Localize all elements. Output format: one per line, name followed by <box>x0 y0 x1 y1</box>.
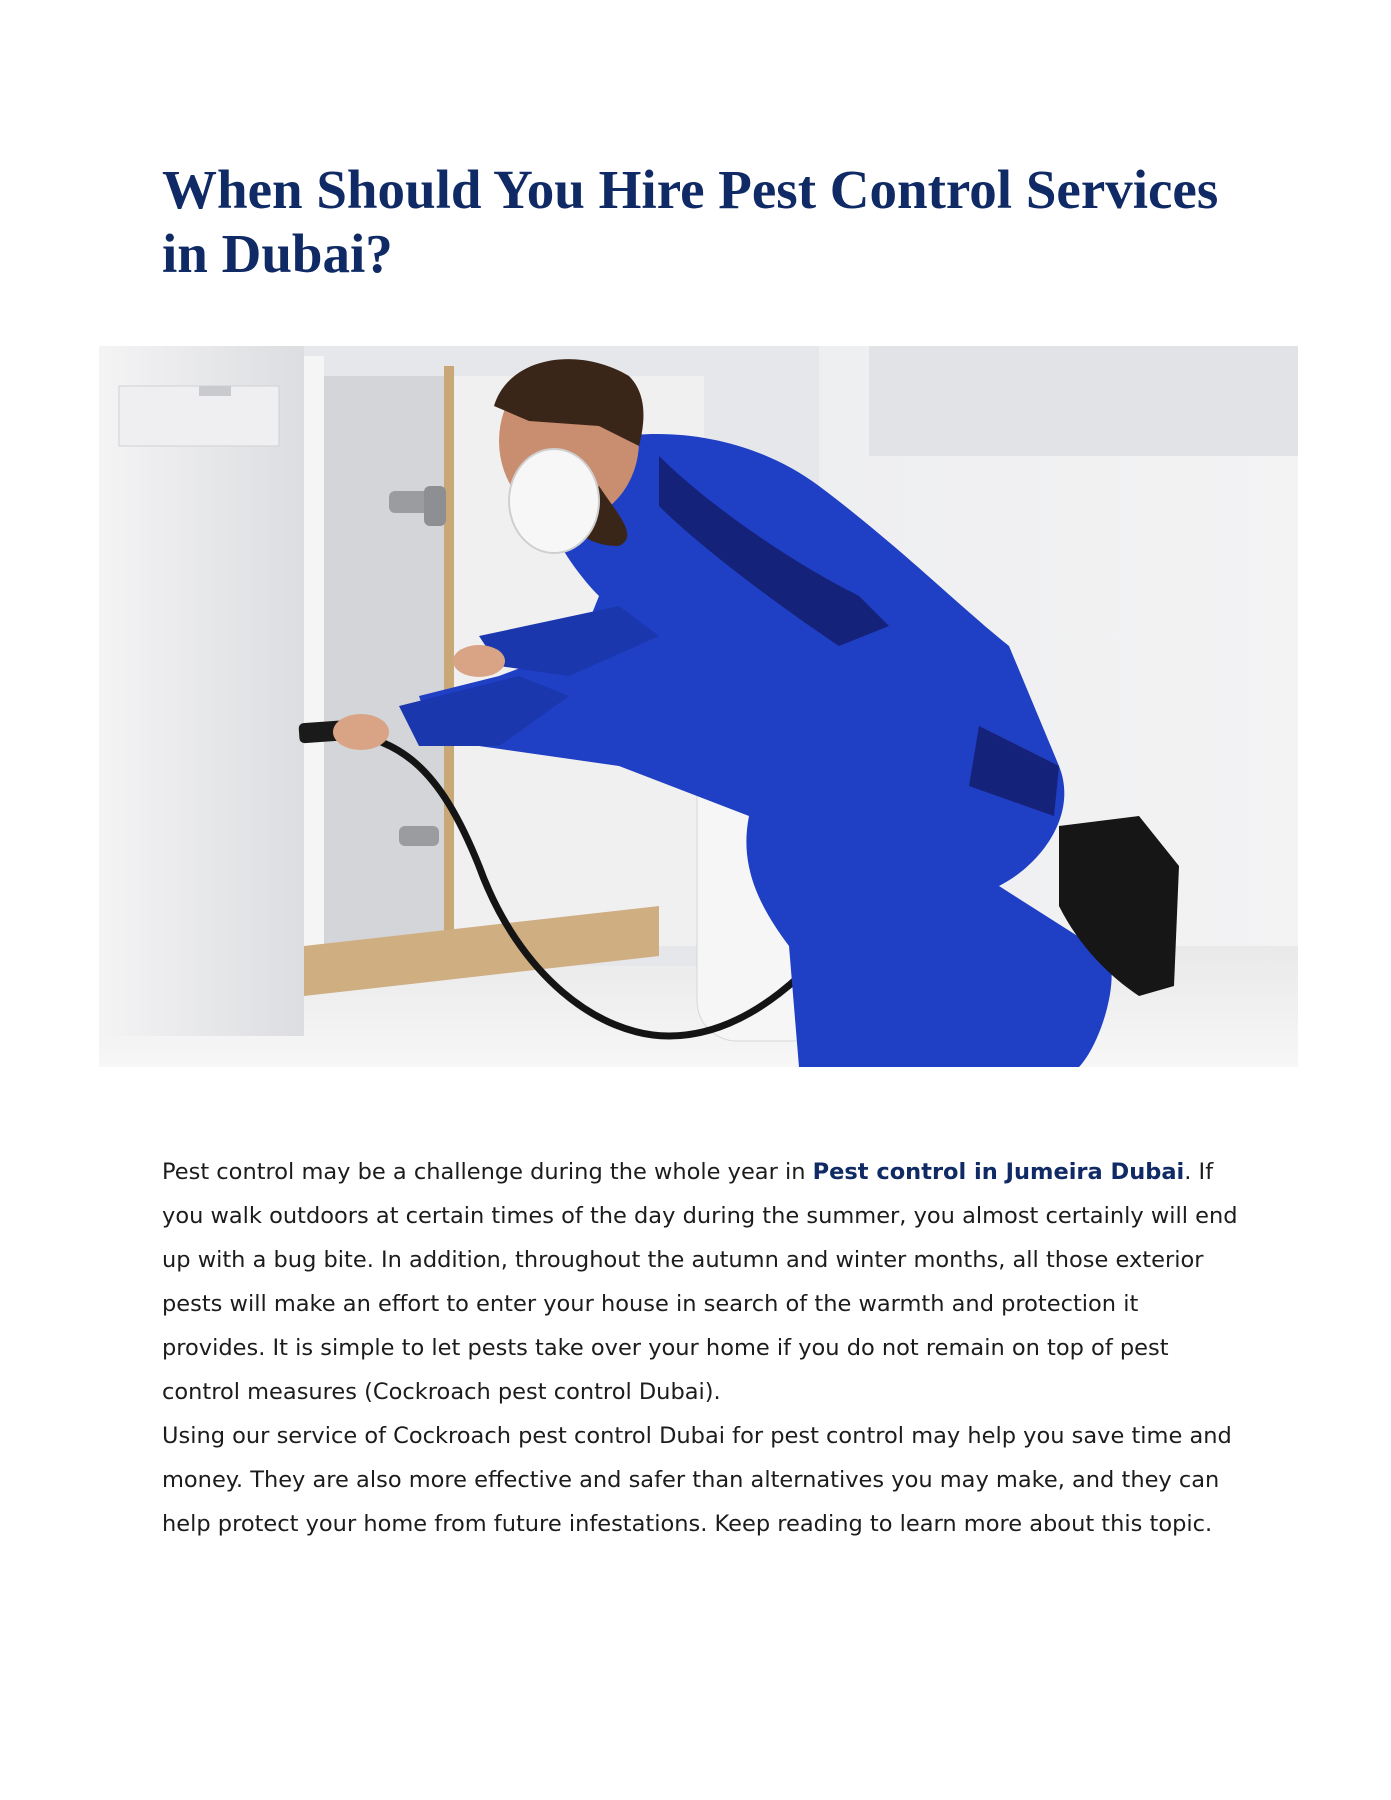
intro-text-before-link: Pest control may be a challenge during the whole year in <box>162 1159 813 1185</box>
intro-paragraph <box>162 1150 1242 1414</box>
hero-photo-illustration <box>99 346 1298 1067</box>
hero-photo-pest-control-technician <box>99 346 1298 1067</box>
second-paragraph: Using our service of Cockroach pest control Dubai for pest control may help you save time and money. They are also more effective and safer than alternatives you may make, and they can help protect your home from future infestations. Keep reading to learn more about this topic. <box>162 1423 1232 1537</box>
intro-text-after-link: . If you walk outdoors at certain times of the day during the summer, you almost certainly will end up with a bug bite. In addition, throughout the autumn and winter months, all those exterior pests will make an effort to enter your house in search of the warmth and protection it provides. It is simple to let pests take over your home if you do not remain on top of pest control measures (Cockroach pest control Dubai). <box>162 1159 1238 1405</box>
article-body <box>162 1150 1242 1546</box>
pest-control-jumeira-link[interactable]: Pest control in Jumeira Dubai <box>812 1159 1185 1185</box>
page-title: When Should You Hire Pest Control Services in Dubai? <box>162 159 1219 284</box>
